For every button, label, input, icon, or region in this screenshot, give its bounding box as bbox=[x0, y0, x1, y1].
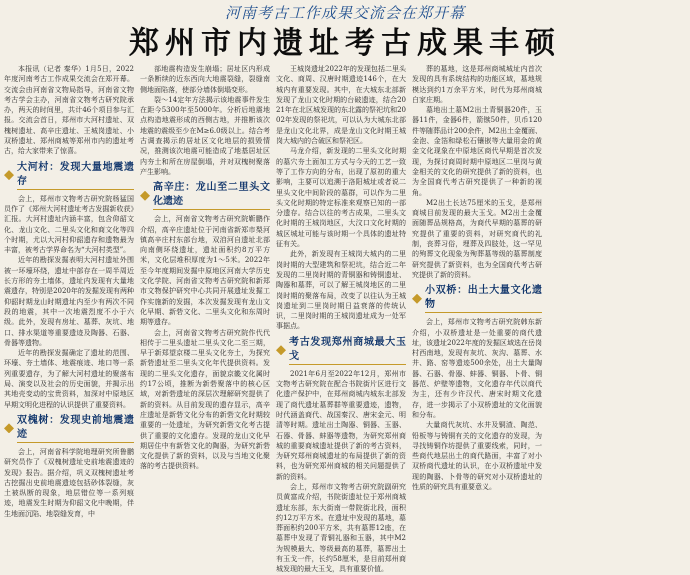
paragraph: 近年的勘探发掘表明大河村遗址外围被一环壕环绕，遗址中部存在一周半周近长方形的夯土墙体，遗址内发现有大量地震遗存，特别是2020年的发掘发现有两种仰韶时期龙山时期遗址内至少有两次不同段的地震，其中一次地震烈度不小于六级。此外，发现有房址、墓葬、灰坑、地口、排水渠道等重要遗迹及陶器、石器、骨器等遗物。 bbox=[4, 256, 134, 347]
headline: 郑州市内遗址考古成果丰硕 bbox=[129, 26, 561, 61]
kicker: 河南考古工作成果交流会在郑开幕 bbox=[224, 4, 465, 22]
paragraph: M2出土长达75厘米的玉戈，是郑州商城目前发现的最大玉戈。M2出土金覆面随葬品规格高，为商代早期的墓葬的研究提供了重要的资料，对研究商代的礼制，丧葬习俗，埋葬及四肢处，这一罕见的殉葬文化现象为殉葬墓等级的墓葬制度研究提供了新资料，也为全国商代考古研究提供了新的资料。 bbox=[412, 198, 542, 279]
paragraph: 部地震构造发生崩塌；居址区内形成一条断续的近东西向大地震裂缝，裂缝南侧地面陷落，使部分墙体倒塌变形。 bbox=[140, 65, 270, 94]
diamond-icon bbox=[276, 345, 286, 355]
diamond-icon bbox=[4, 170, 14, 180]
paragraph: 会上，郑州市文物考古研究院副研究员黄富成介绍，书院街遗址位于郑州商城遗址东部，东大街南一带院街北段，面积约12万平方米。在遗址中发现的墓地，墓葬面积约200平方米，共有墓葬12座，在墓葬中发现了青铜礼器和玉器，其中M2为规模最大、等级最高的墓葬，墓葬出土有玉戈一件，长约58厘米，是目前郑州商城发现的最大玉戈，具有重要价值。 bbox=[276, 482, 406, 574]
paragraph: 近年的勘探发掘确定了遗址的范围、环壕、夯土墙体、地震痕迹、地口等一系列重要遗存，为了解大河村遗址的聚落布局、演变以及社会的历史面貌，并揭示出其地壳变动的宝贵资料，加深对中原地区早期文明化进程的认识提供了重要资料。 bbox=[4, 349, 134, 409]
paragraph: 2021年6月至2022年12月，郑州市文物考古研究院在配合书院街片区进行文化遗产保护中，在郑州商城内城东北部发现了商代遗址墓葬群等重要遗迹，遗物，时代涵盖商代、战国秦汉、唐宋金元、明清等时期。遗址出土陶器、铜器、玉器、石器、骨器、蚌器等遗物，为研究郑州商城的重要商城遗址提供了新的考古资料，为研究郑州商城遗址的布局提供了新的资料，也为研究郑州商城的相关问题提供了新的资料。 bbox=[276, 369, 406, 481]
paragraph: 马龙介绍，新发现的二里头文化时期的墓穴夯土面加工方式与今天的工艺一致等了工作方向的分布，出现了原初的重大影响，主要可以追溯于洛阳城址或者说二里头文化中间阶段的墓群，可以作为二里头文化时期的特定标准来观察已知的一部分遗存。结合以往的考古成果，二里头文化时期的王城岗地区，大汶口文化时期的城区城址可能与该时期一个具体的遗址特征有关。 bbox=[276, 147, 406, 249]
diamond-icon bbox=[4, 423, 14, 433]
paragraph: 会上，郑州市文物考古研究院韩东新介绍，小双桥遗址是一处重要的商代遗址，该遗址2022年度的发掘区域选在岳岗村西南地，发现有灰坑、灰沟、墓葬、水井、路、窑等遗迹500余处，出土大量陶器、石器、骨器、蚌器、铜器、卜骨、铜器范、炉壁等遗物，文化遗存年代以商代为主，还有少许汉代、唐宋时期文化遗存，进一步揭示了小双桥遗址的文化面貌和分布。 bbox=[412, 318, 542, 419]
paragraph: 大量商代灰坑、水井及铜渣、陶范、铅板等与铸铜有关的文化遗存的发现，为寻找铸铜作坊提供了重要线索，同时，一些商代地层出土的商代路面，丰富了对小双桥商代遗址的认识，在小双桥遗址中发现的陶器、卜骨等的研究对小双桥遗址的性质的研究具有重要意义。 bbox=[412, 421, 542, 491]
column-4 bbox=[412, 64, 542, 491]
diamond-icon bbox=[140, 191, 150, 201]
paragraph: 本报讯（记者 秦华）1月5日，2022年度河南考古工作成果交流会在郑开幕。交流会由河南省文物局指导，河南省文物考古学会主办，河南省文物考古研究院承办，两天的时间里，共计46个项目参与汇报。交流会首日，郑州市大河村遗址、双槐树遗址、高辛庄遗址、王城岗遗址、小双桥遗址、郑州商城等郑州市内的遗址考古，给大家带来了惊喜。 bbox=[4, 65, 134, 156]
column-1 bbox=[4, 64, 134, 518]
paragraph: 此外，新发现有王城岗大城内的二里岗时期的大型建筑和祭祀坑，结合近二年发现的二里岗时期的青铜器和铸铜遗址、陶器和墓葬，可以了解王城岗地区的二里岗时期的聚落布局，改变了以往认为王城岗遗址到二里岗时期日益衰落的传统认识，二里岗时期的王城岗遗址成为一处军事据点。 bbox=[276, 250, 406, 331]
column-3 bbox=[276, 64, 406, 574]
subheading: 考古发现郑州商城最大玉戈 bbox=[276, 336, 406, 365]
paragraph: 会上，河南省文物考古研究院作代代相传于二里头遗址二里头文化二至三期，早于新郑望京楼二里头文化夯土，为探究新砦遗址至二里头文化年代提供资料。发现的二里头文化遗存，面貌京畿文化属时约17公顷，推断为新砦聚落中的核心区域，对新砦遗址的深层次理解研究提供了新的资料。从目前发现的遗存显示，高辛庄遗址是新砦文化分布的新砦文化时期较重要的一处遗址，为研究新砦文化考古提供了重要的文化遗存。发现的龙山文化早期居住中有新砦文化的陶器，为研究新砦文化提供了新的资料，以及与当地文化聚落的考古提供资料。 bbox=[140, 328, 270, 471]
subheading: 双槐树：发现史前地震遗迹 bbox=[4, 414, 134, 443]
article-body bbox=[4, 64, 686, 574]
paragraph: 葬的墓地，这是郑州商城城址内首次发现的具有系统结构的功能区域，墓地规模达到约1万余平方米，时代为郑州商城白家庄期。 bbox=[412, 65, 542, 104]
paragraph: 会上，郑州市文物考古研究院杨猛国员作了《郑州大河村遗址考古发掘新收获》汇报。大河村遗址内涵丰富，包含仰韶文化、龙山文化、二里头文化和商文化等四个时期，尤以大河村仰韶遗存和遗物最为丰富，被考古学界命名为“大河村类型”。 bbox=[4, 194, 134, 255]
subheading: 大河村：发现大量地震遗存 bbox=[4, 161, 134, 190]
paragraph: 裂～14定年方法揭示该地震事件发生在距今5300年至5000年。分析后地震地点构造地震形成的西侧古地，并推断该次地震的震级至少在M≥6.0级以上。结合考古调查揭示的居址区文化地层的损毁情况，推测该次地震可能造成了地基居址区内夯土和所在房屋倒塌，并对双槐树聚落产生影响。 bbox=[140, 95, 270, 176]
subheading: 小双桥：出土大量文化遗物 bbox=[412, 284, 542, 313]
paragraph: 会上，河南省文物考古研究院靳鹏作介绍，高辛庄遗址位于河南省新郑市梨河镇高辛庄村东部台地，双洎河自遗址北部向南侧环绕遗址，遗址面积约8万平方米，文化层堆积厚度为1～5米。2022年至今年度期间发掘中原地区河南大学历史文化学院、河南省文物考古研究院和新郑市文物保护研究中心共同开展遗址发掘工作实施新的发掘，本次发掘发现有龙山文化早期、新砦文化、二里头文化和东周时期等遗存。 bbox=[140, 215, 270, 327]
diamond-icon bbox=[412, 294, 422, 304]
subheading: 高辛庄：龙山至二里头文化遗迹 bbox=[140, 181, 270, 210]
column-2 bbox=[140, 64, 270, 471]
paragraph: 墓地出土墓M2出土青铜器20件，玉器11件，金器6件，箭镞50件，贝币120件等随葬品计200余件，M2出土金覆面、金泡、金箔和绿松石镶嵌等大量用金的黄金文化现象在中原地区商代早期是首次发现，为探讨商周时期中原地区二里岗与黄金相关的文化的研究提供了新的资料，也为全国商代考古研究提供了一种新的视角。 bbox=[412, 106, 542, 197]
paragraph: 王城岗遗址2022年的发现包括二里头文化、商周、汉唐时期遗迹146个，在大城内有重要发现。其中，在大城东北部新发现了龙山文化时期的台破遗迹，结合2021年在北区城发现的东北露的祭祀坑和2002年发现的祭祀坑，可以认为大城东北部是龙山文化北界，成是龙山文化时期王城岗大城内的合破区和祭祀区。 bbox=[276, 65, 406, 146]
paragraph: 会上，河南省科学院地理研究所鲁鹏研究员作了《双槐树遗址史前地震遗迹的发现》报告。据介绍，巩义双槐树遗址考古挖掘出史前地震遗迹包括砂体裂缝，灰土被纵断的现象，地层错位等一系列痕迹，地震发生时期为仰韶文化中晚期，伴生地面沉陷、地裂缝发育，中 bbox=[4, 447, 134, 518]
